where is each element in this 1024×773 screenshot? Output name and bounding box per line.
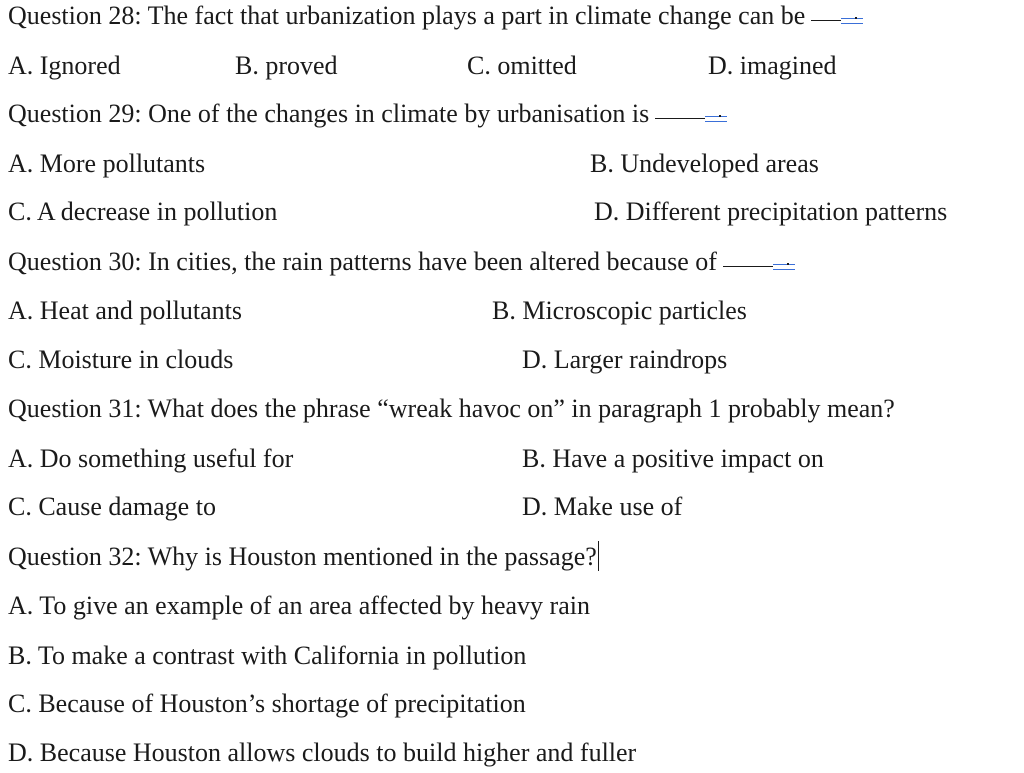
option-d: D. Because Houston allows clouds to build higher and fuller [8,738,637,767]
question-29-prompt-line [8,94,1018,134]
option-c: C. omitted [467,51,577,80]
question-32-option-c-line [8,684,1018,724]
option-b: B. Microscopic particles [492,296,747,325]
option-a: A. Heat and pollutants [8,296,242,325]
question-32-option-a-line [8,586,1018,626]
option-a: A. Ignored [8,51,121,80]
option-b: B. Undeveloped areas [590,149,819,178]
option-a: A. More pollutants [8,149,206,178]
question-29-options-row-2 [8,192,1018,232]
option-b: B. To make a contrast with California in pollution [8,641,527,670]
question-28-prompt-line [8,0,1018,36]
question-30-options-row-1 [8,291,1018,331]
option-c: C. Moisture in clouds [8,345,234,374]
answer-blank [811,0,857,36]
option-c: C. A decrease in pollution [8,197,278,226]
option-d: D. Make use of [522,492,683,521]
option-d: D. Larger raindrops [522,345,728,374]
option-b: B. Have a positive impact on [522,444,824,473]
question-31-prompt: Question 31: What does the phrase “wreak havoc on” in paragraph 1 probably mean? [8,394,895,423]
option-d: D. imagined [708,51,837,80]
question-30-prompt-line [8,242,1018,282]
question-29-prompt: Question 29: One of the changes in climate by urbanisation is [8,99,650,128]
option-c: C. Cause damage to [8,492,216,521]
question-32-prompt-line [8,537,1018,577]
question-32-option-b-line [8,636,1018,676]
option-d: D. Different precipitation patterns [594,197,948,226]
question-28-prompt: Question 28: The fact that urbanization plays a part in climate change can be [8,1,806,30]
question-30-options-row-2 [8,340,1018,380]
option-b: B. proved [235,51,338,80]
answer-blank [723,242,789,282]
option-c: C. Because of Houston’s shortage of precipitation [8,689,526,718]
text-cursor [598,541,599,571]
question-29-options-row-1 [8,144,1018,184]
question-31-prompt-line [8,389,1018,429]
question-32-prompt: Question 32: Why is Houston mentioned in the passage? [8,542,597,571]
question-28-options [8,46,1018,86]
option-a: A. Do something useful for [8,444,294,473]
question-30-prompt: Question 30: In cities, the rain patterns have been altered because of [8,247,717,276]
option-a: A. To give an example of an area affected by heavy rain [8,591,590,620]
question-31-options-row-2 [8,487,1018,527]
answer-blank [655,94,721,134]
question-32-option-d-line [8,733,1018,773]
question-31-options-row-1 [8,439,1018,479]
